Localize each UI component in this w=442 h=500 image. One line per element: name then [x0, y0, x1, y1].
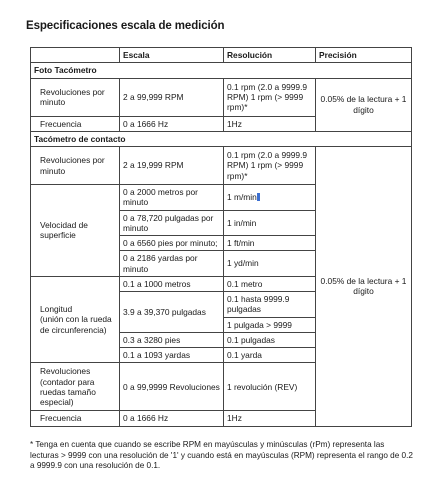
row-label: Revoluciones por minuto	[31, 147, 120, 185]
table-row	[31, 78, 412, 116]
section-row-contact-tachometer	[31, 131, 412, 146]
scale-cell: 0.3 a 3280 pies	[120, 332, 224, 347]
scale-cell: 0 a 1666 Hz	[120, 116, 224, 131]
row-label: Frecuencia	[31, 411, 120, 426]
table-row	[31, 147, 412, 185]
scale-cell: 0 a 2186 yardas por minuto	[120, 251, 224, 277]
specifications-table	[30, 47, 412, 427]
row-label: Velocidad de superficie	[31, 185, 120, 277]
resolution-cell: 0.1 pulgadas	[224, 332, 316, 347]
row-label: Frecuencia	[31, 116, 120, 131]
row-label-detail: (unión con la rueda de circunferencia)	[40, 314, 112, 335]
page-title: Especificaciones escala de medición	[26, 20, 225, 32]
resolution-cell: 0.1 metro	[224, 276, 316, 291]
resolution-cell: 0.1 yarda	[224, 348, 316, 363]
section-row-photo-tachometer	[31, 63, 412, 78]
section-title-photo-tachometer: Foto Tacómetro	[31, 63, 412, 78]
resolution-cell: 1 yd/min	[224, 251, 316, 277]
scale-cell: 3.9 a 39,370 pulgadas	[120, 292, 224, 333]
scale-cell: 0 a 78,720 pulgadas por minuto	[120, 210, 224, 236]
scale-cell: 0.1 a 1000 metros	[120, 276, 224, 291]
resolution-cell: 0.1 hasta 9999.9 pulgadas	[224, 292, 316, 318]
row-label: Revoluciones (contador para ruedas tamaño especial)	[31, 363, 120, 411]
resolution-cell: 1Hz	[224, 116, 316, 131]
resolution-cell: 0.1 rpm (2.0 a 9999.9 RPM) 1 rpm (> 9999 rpm)*	[224, 147, 316, 185]
scale-cell: 2 a 99,999 RPM	[120, 78, 224, 116]
precision-cell: 0.05% de la lectura + 1 dígito	[316, 147, 412, 427]
header-scale: Escala	[120, 48, 224, 63]
resolution-text: 1 m/min	[227, 192, 257, 203]
resolution-cell: 1 revolución (REV)	[224, 363, 316, 411]
section-title-contact-tachometer: Tacómetro de contacto	[31, 131, 412, 146]
scale-cell: 0 a 2000 metros por minuto	[120, 185, 224, 211]
resolution-cell: 1 pulgada > 9999	[224, 317, 316, 332]
text-cursor-icon	[257, 193, 260, 201]
row-label-main: Longitud	[40, 304, 73, 315]
scale-cell: 0 a 6560 pies por minuto;	[120, 236, 224, 251]
scale-cell: 2 a 19,999 RPM	[120, 147, 224, 185]
resolution-cell	[224, 185, 316, 211]
scale-cell: 0 a 1666 Hz	[120, 411, 224, 426]
table-header-row	[31, 48, 412, 63]
precision-cell: 0.05% de la lectura + 1 dígito	[316, 78, 412, 131]
row-label	[31, 276, 120, 363]
footnote: * Tenga en cuenta que cuando se escribe RPM en mayúsculas y minúsculas (rPm) representa las lecturas > 9999 con una resolución de '1' y cuando está en mayúsculas (RPM) representa el rango de 0.2 a 9999.9 con una resolución de 0.1.	[30, 440, 413, 471]
row-label: Revoluciones por minuto	[31, 78, 120, 116]
header-resolution: Resolución	[224, 48, 316, 63]
resolution-cell: 1 ft/min	[224, 236, 316, 251]
resolution-cell: 0.1 rpm (2.0 a 9999.9 RPM) 1 rpm (> 9999 rpm)*	[224, 78, 316, 116]
header-blank	[31, 48, 120, 63]
resolution-cell: 1 in/min	[224, 210, 316, 236]
scale-cell: 0 a 99,9999 Revoluciones	[120, 363, 224, 411]
resolution-cell: 1Hz	[224, 411, 316, 426]
scale-cell: 0.1 a 1093 yardas	[120, 348, 224, 363]
header-precision: Precisión	[316, 48, 412, 63]
